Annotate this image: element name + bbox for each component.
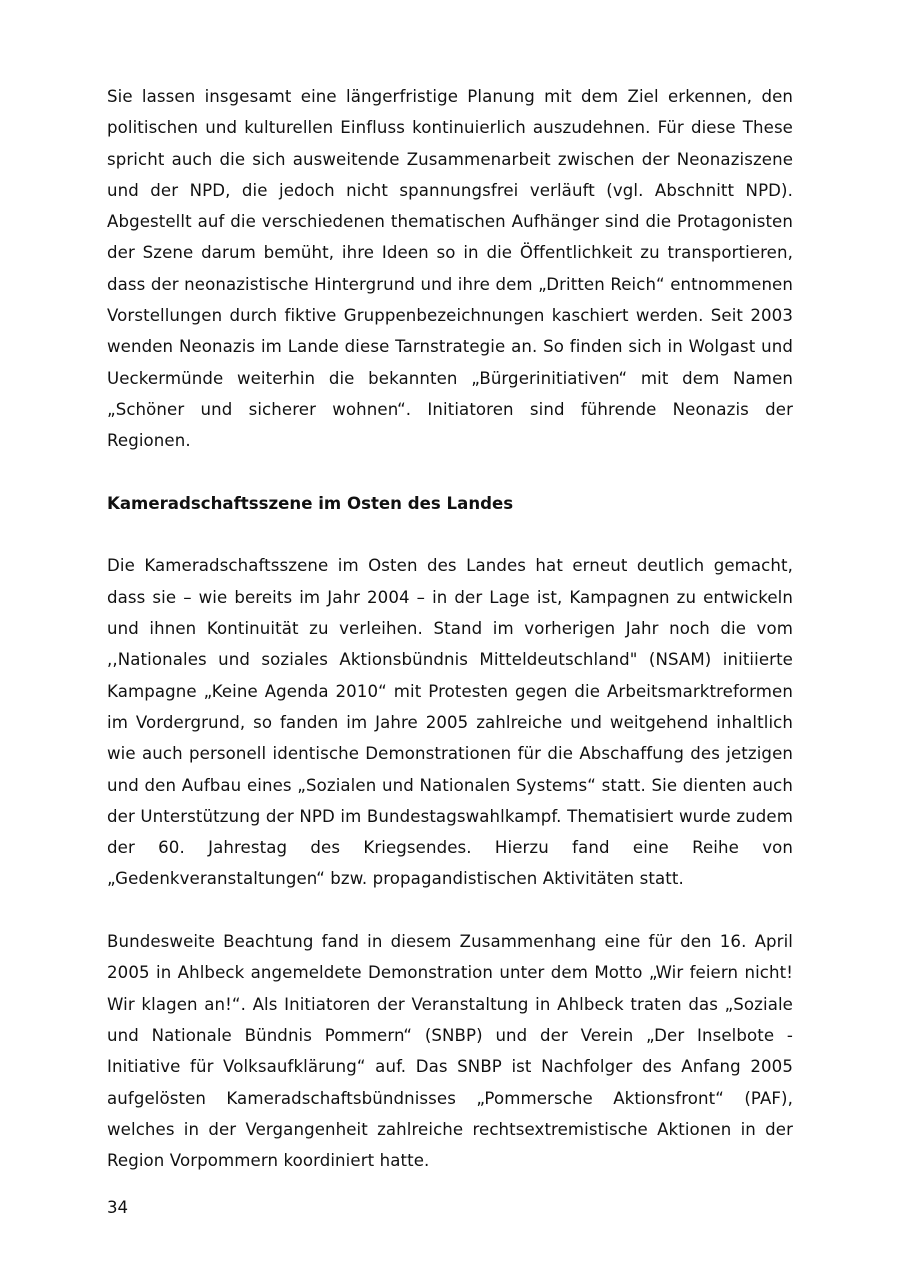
paragraph-kameradschaftsszene: Die Kameradschaftsszene im Osten des Landes hat erneut deutlich gemacht, dass sie – wie bereits im Jahr 2004 – in der Lage ist, Kampagnen zu entwickeln und ihnen Kontinuität zu verleihen. Stand im vorherigen Jahr noch die vom ,,Nationales und soziales Aktionsbündnis Mitteldeutschland" (NSAM) initiierte Kampagne „Keine Agenda 2010“ mit Protesten gegen die Arbeitsmarktreformen im Vordergrund, so fanden im Jahre 2005 zahlreiche und weitgehend inhaltlich wie auch personell identische Demonstrationen für die Abschaffung des jetzigen und den Aufbau eines „Sozialen und Nationalen Systems“ statt. Sie dienten auch der Unterstützung der NPD im Bundestagswahlkampf. Thematisiert wurde zudem der 60. Jahrestag des Kriegsendes. Hierzu fand eine Reihe von „Gedenkveranstaltungen“ bzw. propagandistischen Aktivitäten statt. xyxy=(107,556,793,889)
paragraph-spacer xyxy=(107,519,793,550)
page-number: 34 xyxy=(107,1198,129,1217)
section-heading: Kameradschaftsszene im Osten des Landes xyxy=(107,493,514,513)
paragraph-spacer xyxy=(107,457,793,488)
paragraph-spacer xyxy=(107,895,793,926)
paragraph-tarnstrategie: Sie lassen insgesamt eine längerfristige Planung mit dem Ziel erkennen, den politischen und kulturellen Einfluss kontinuierlich auszudehnen. Für diese These spricht auch die sich ausweitende Zusammenarbeit zwischen der Neonaziszene und der NPD, die jedoch nicht spannungsfrei verläuft (vgl. Abschnitt NPD). Abgestellt auf die verschiedenen thematischen Aufhänger sind die Protagonisten der Szene darum bemüht, ihre Ideen so in die Öffentlichkeit zu transportieren, dass der neonazistische Hintergrund und ihre dem „Dritten Reich“ entnommenen Vorstellungen durch fiktive Gruppenbezeichnungen kaschiert werden. Seit 2003 wenden Neonazis im Lande diese Tarnstrategie an. So finden sich in Wolgast und Ueckermünde weiterhin die bekannten „Bürgerinitiativen“ mit dem Namen „Schöner und sicherer wohnen“. Initiatoren sind führende Neonazis der Regionen. xyxy=(107,87,793,451)
page-content xyxy=(107,81,793,1176)
paragraph-ahlbeck-demonstration: Bundesweite Beachtung fand in diesem Zusammenhang eine für den 16. April 2005 in Ahlbeck angemeldete Demonstration unter dem Motto „Wir feiern nicht! Wir klagen an!“. Als Initiatoren der Veranstaltung in Ahlbeck traten das „Soziale und Nationale Bündnis Pommern“ (SNBP) und der Verein „Der Inselbote - Initiative für Volksaufklärung“ auf. Das SNBP ist Nachfolger des Anfang 2005 aufgelösten Kameradschaftsbündnisses „Pommersche Aktionsfront“ (PAF), welches in der Vergangenheit zahlreiche rechtsextremistische Aktionen in der Region Vorpommern koordiniert hatte. xyxy=(107,932,793,1171)
